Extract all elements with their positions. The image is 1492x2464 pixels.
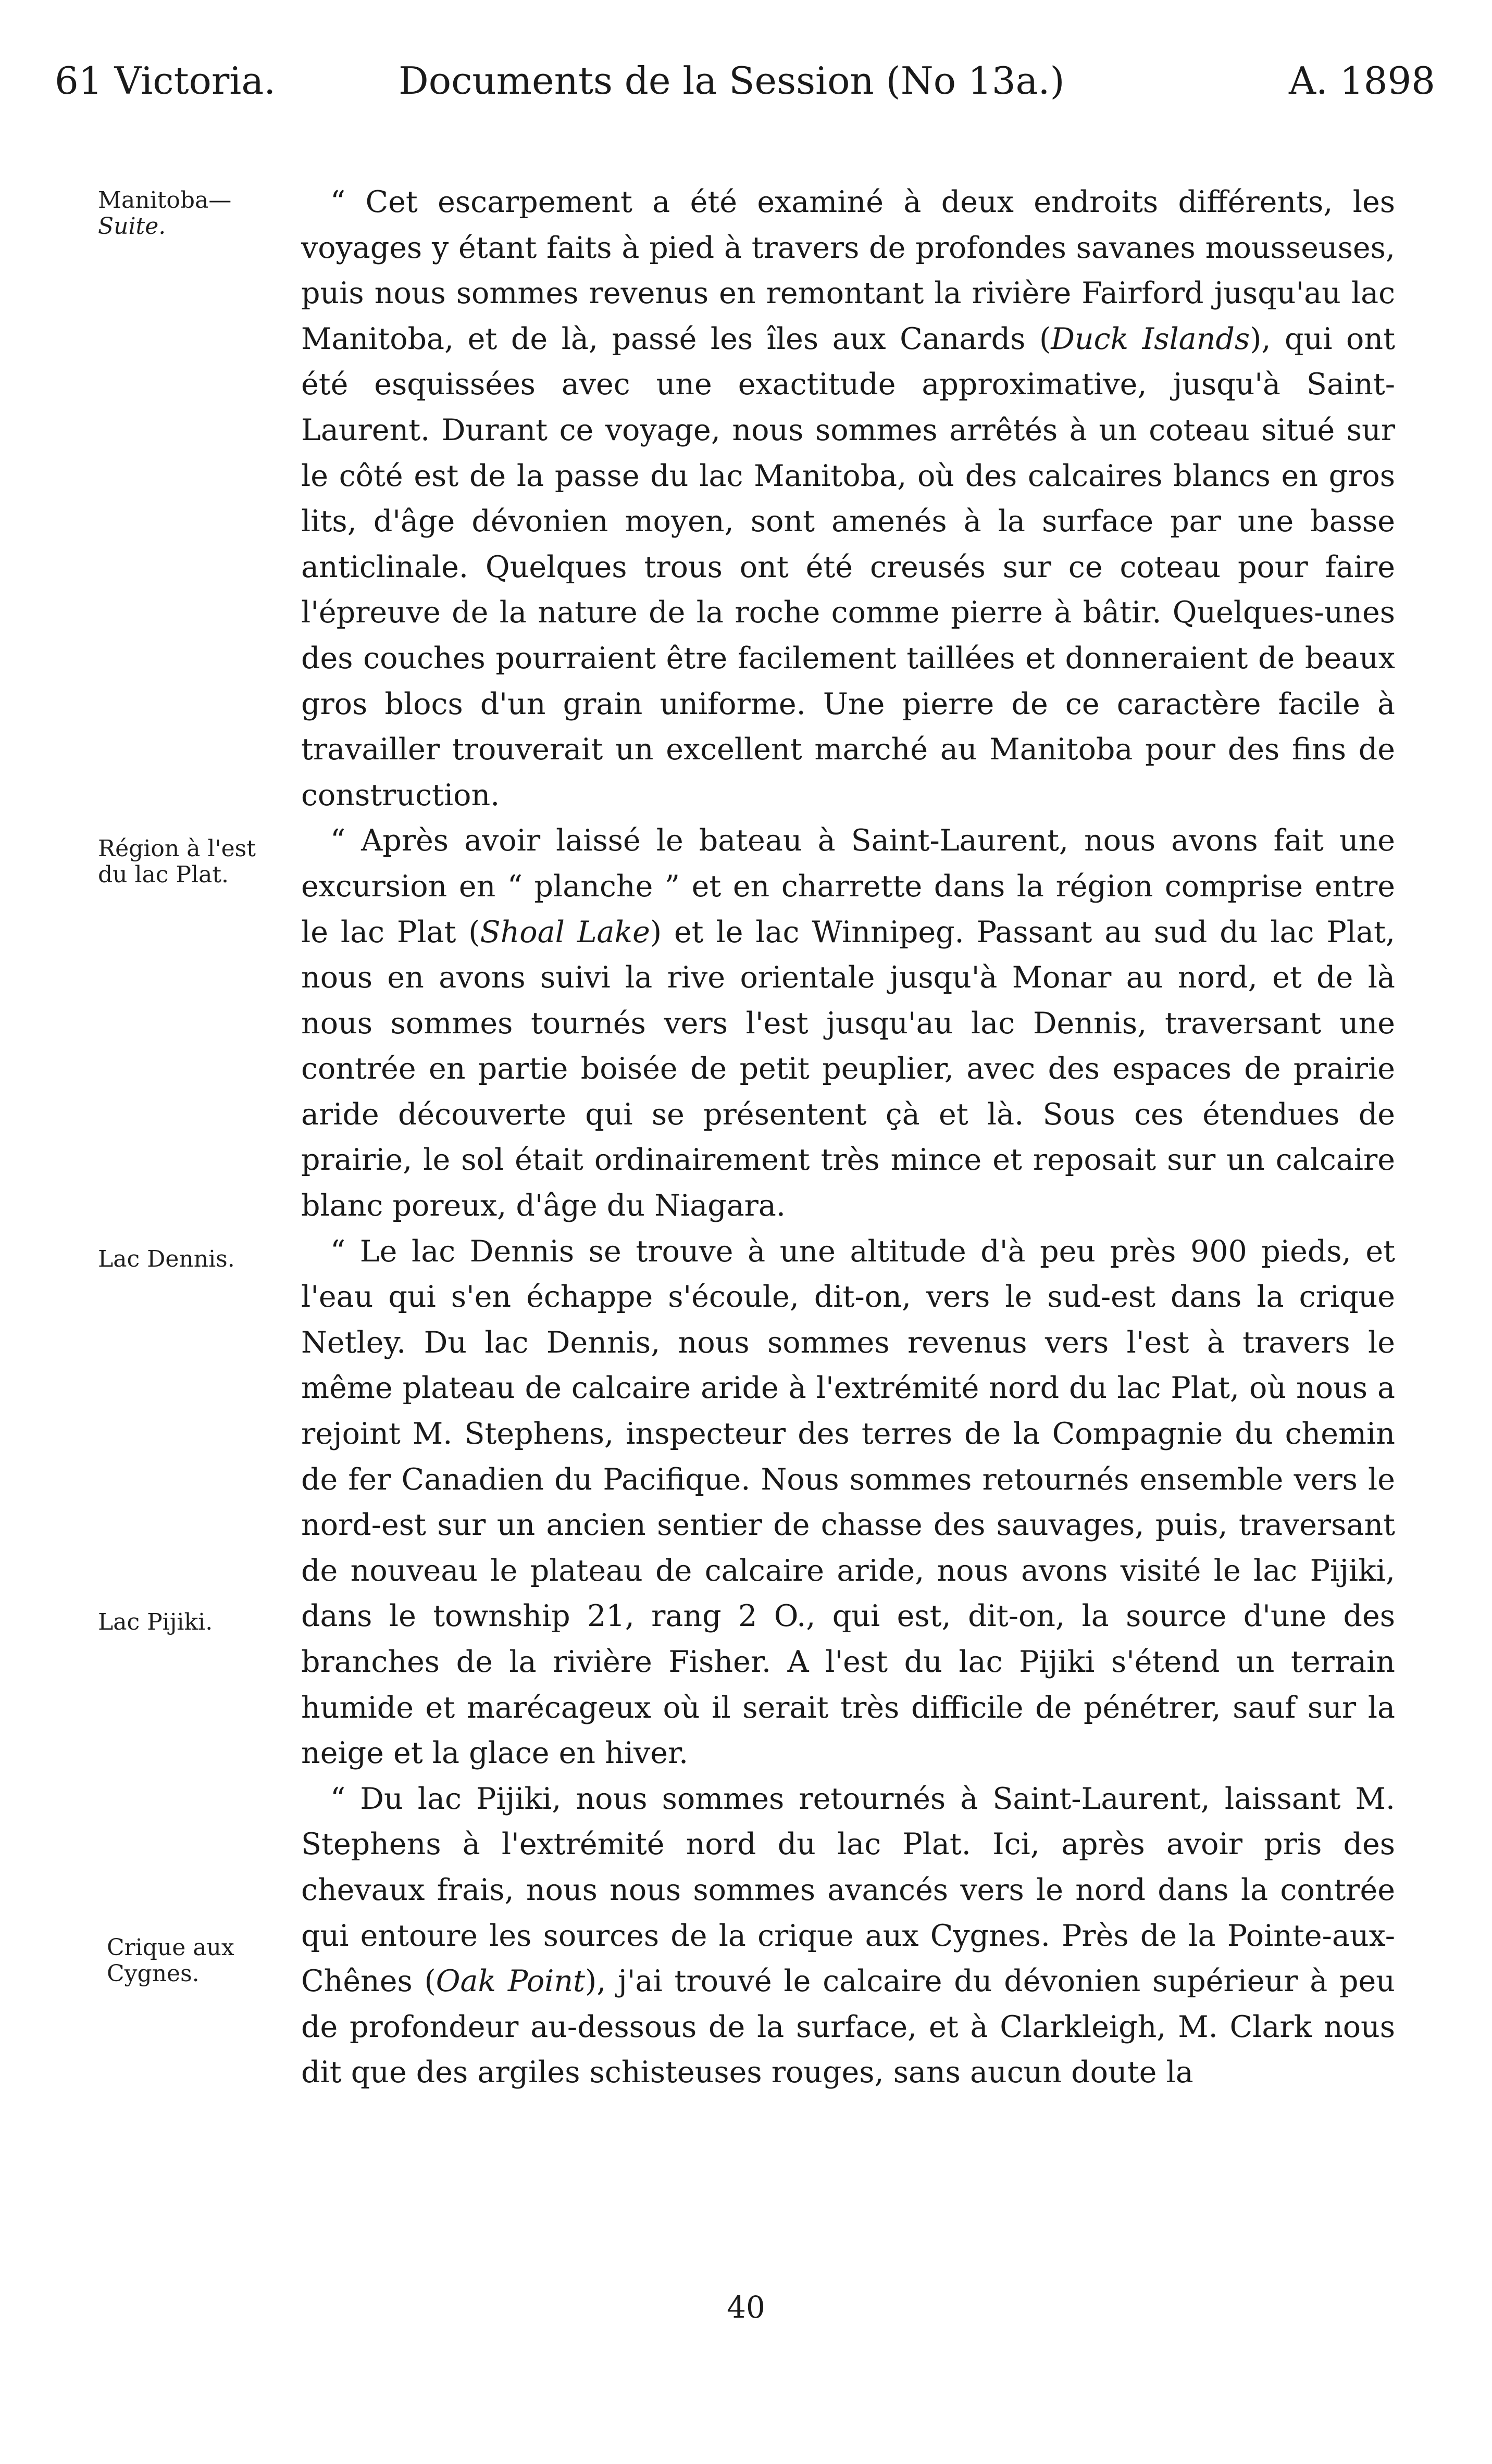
paragraph-1-text: “ Cet escarpement a été examiné à deux endroits différents, les voyages y étant faits à pied à travers de profondes savanes mousseuses, puis nous sommes revenus en remontant la rivière Fairford jusqu'au lac Manitoba, et de là, passé les îles aux Canards (: [301, 185, 1395, 356]
margin-note-region-line1: Région à l'est: [98, 835, 256, 862]
paragraph-region-lac-plat: [301, 818, 1395, 1229]
paragraph-3-text: “ Le lac Dennis se trouve à une altitude d'à peu près 900 pieds, et l'eau qui s'en échappe s'écoule, dit-on, vers le sud-est dans la crique Netley. Du lac Dennis, nous sommes revenus vers l'est à travers le même plateau de calcaire aride à l'extrémité nord du lac Plat, où nous a rejoint M. Stephens, inspecteur des terres de la Compagnie du chemin de fer Canadien du Pacifique. Nous sommes retournés ensemble vers le nord-est sur un ancien sentier de chasse des sauvages, puis, traversant de nouveau le plateau de calcaire aride, nous avons visité le lac Pijiki, dans le township 21, rang 2 O., qui est, dit-on, la source d'une des branches de la rivière Fisher. A l'est du lac Pijiki s'étend un terrain humide et marécageux où il serait très difficile de pénétrer, sauf sur la neige et la glace en hiver.: [301, 1234, 1395, 1771]
margin-note-crique: [107, 1935, 305, 1987]
margin-note-crique-line1: Crique aux: [107, 1934, 234, 1961]
running-header: [55, 52, 1435, 109]
margin-note-lac-pijiki-label: Lac Pijiki.: [98, 1609, 213, 1635]
paragraph-4-italic: Oak Point: [436, 1964, 586, 1999]
margin-note-lac-pijiki: [98, 1609, 296, 1635]
margin-note-region-line2: du lac Plat.: [98, 861, 229, 888]
paragraph-lac-dennis: [301, 1229, 1395, 1777]
page-number: 40: [727, 2290, 765, 2325]
paragraph-1-italic: Duck Islands: [1051, 321, 1250, 356]
header-session-year: 61 Victoria.: [55, 59, 276, 103]
body-text: [301, 180, 1395, 2096]
margin-note-crique-line2: Cygnes.: [107, 1960, 200, 1987]
paragraph-crique-aux-cygnes: [301, 1777, 1395, 2096]
margin-note-region: [98, 836, 296, 888]
paragraph-2-text: “ Après avoir laissé le bateau à Saint-Laurent, nous avons fait une excursion en “ planche ” et en charrette dans la région comprise entre le lac Plat (: [301, 823, 1395, 949]
paragraph-4-text: “ Du lac Pijiki, nous sommes retournés à Saint-Laurent, laissant M. Stephens à l'extrémité nord du lac Plat. Ici, après avoir pris des chevaux frais, nous nous sommes avancés vers le nord dans la contrée qui entoure les sources de la crique aux Cygnes. Près de la Pointe-aux-Chênes (: [301, 1781, 1395, 1999]
paragraph-1-text-rest: ), qui ont été esquissées avec une exactitude approximative, jusqu'à Saint-Laurent. Durant ce voyage, nous sommes arrêtés à un coteau situé sur le côté est de la passe du lac Manitoba, où des calcaires blancs en gros lits, d'âge dévonien moyen, sont amenés à la surface par une basse anticlinale. Quelques trous ont été creusés sur ce coteau pour faire l'épreuve de la nature de la roche comme pierre à bâtir. Quelques-unes des couches pourraient être facilement taillées et donneraient de beaux gros blocs d'un grain uniforme. Une pierre de ce caractère facile à travailler trouverait un excellent marché au Manitoba pour des fins de construction.: [301, 321, 1395, 812]
header-document-title: Documents de la Session (No 13a.): [399, 59, 1065, 103]
margin-note-lac-dennis-label: Lac Dennis.: [98, 1246, 235, 1272]
margin-note-manitoba-suite: Suite.: [98, 213, 166, 240]
paragraph-2-italic: Shoal Lake: [480, 915, 650, 949]
paragraph-2-text-rest: ) et le lac Winnipeg. Passant au sud du lac Plat, nous en avons suivi la rive orientale jusqu'à Monar au nord, et de là nous sommes tournés vers l'est jusqu'au lac Dennis, traversant une contrée en partie boisée de petit peuplier, avec des espaces de prairie aride découverte qui se présentent çà et là. Sous ces étendues de prairie, le sol était ordinairement très mince et reposait sur un calcaire blanc poreux, d'âge du Niagara.: [301, 915, 1396, 1223]
paragraph-4-text-rest: ), j'ai trouvé le calcaire du dévonien supérieur à peu de profondeur au-dessous de la surface, et à Clarkleigh, M. Clark nous dit que des argiles schisteuses rouges, sans aucun doute la: [301, 1964, 1395, 2090]
margin-note-manitoba-title: Manitoba—: [98, 187, 232, 214]
header-year: A. 1898: [1288, 59, 1435, 103]
paragraph-escarpement: [301, 180, 1395, 818]
margin-note-lac-dennis: [98, 1246, 296, 1272]
margin-note-manitoba: [98, 187, 296, 240]
